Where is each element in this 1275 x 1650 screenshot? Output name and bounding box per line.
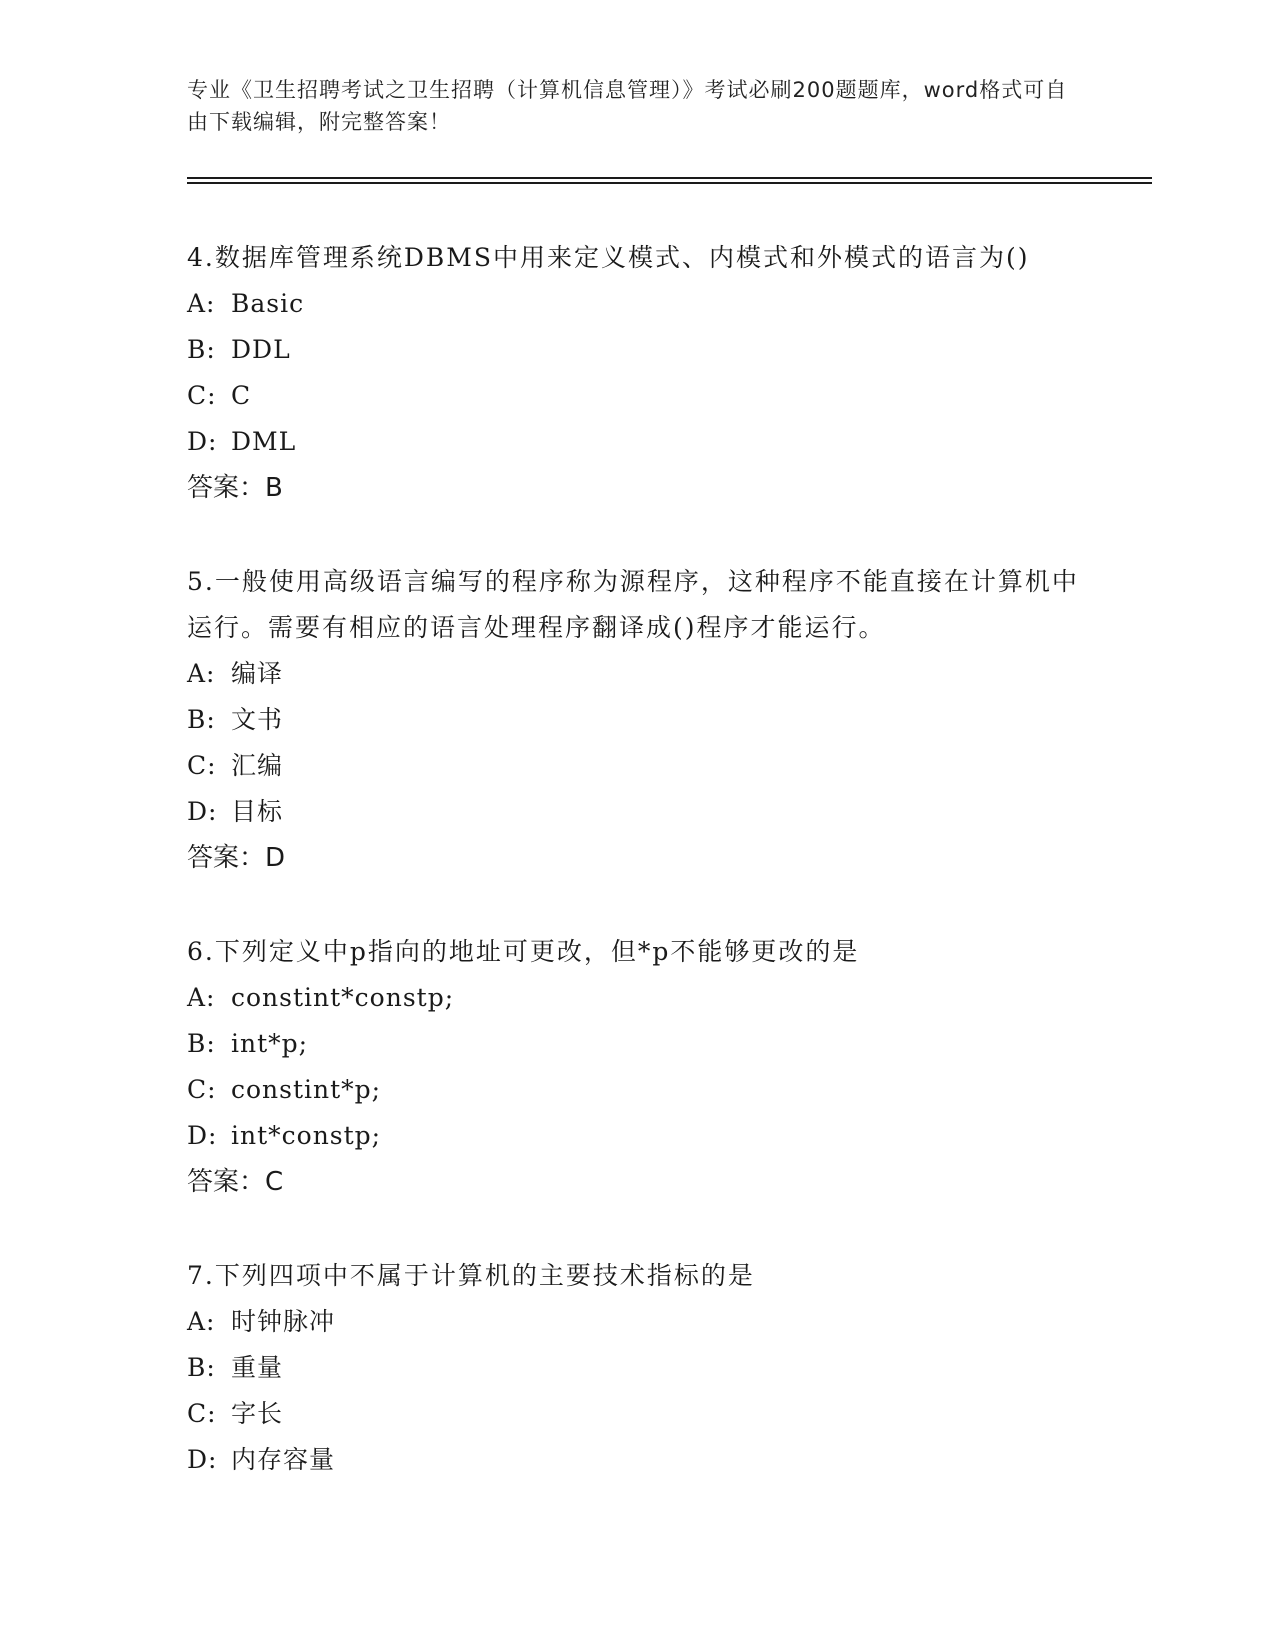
question-text (187, 235, 1087, 281)
question-text (187, 1253, 1087, 1299)
option-text: 目标 (231, 797, 284, 826)
question-number: 5. (187, 567, 215, 596)
option-text: DDL (231, 335, 291, 364)
option-text: 字长 (231, 1399, 284, 1428)
header-rule-top (187, 177, 1152, 179)
option-d (187, 1113, 1087, 1159)
document-header: 专业《卫生招聘考试之卫生招聘（计算机信息管理）》考试必刷200题题库，word格式可自由下载编辑，附完整答案！ (187, 78, 1068, 134)
option-a (187, 975, 1087, 1021)
option-text: 编译 (231, 659, 284, 688)
option-letter: D: (187, 1445, 218, 1474)
option-c (187, 1391, 1087, 1437)
option-c (187, 743, 1087, 789)
option-letter: D: (187, 797, 218, 826)
option-text: 汇编 (231, 751, 284, 780)
option-letter: C: (187, 1399, 217, 1428)
question-body: 数据库管理系统DBMS中用来定义模式、内模式和外模式的语言为() (214, 243, 1030, 272)
question-7 (187, 1253, 1087, 1483)
option-letter: C: (187, 1075, 217, 1104)
answer-line: 答案：C (187, 1167, 284, 1197)
option-text: constint*p; (231, 1075, 382, 1104)
option-letter: D: (187, 1121, 218, 1150)
option-letter: D: (187, 427, 218, 456)
option-c (187, 373, 1087, 419)
option-b (187, 1345, 1087, 1391)
option-c (187, 1067, 1087, 1113)
option-letter: B: (187, 1353, 216, 1382)
option-text: 时钟脉冲 (231, 1307, 336, 1336)
option-letter: A: (187, 983, 216, 1012)
option-b (187, 327, 1087, 373)
question-6 (187, 929, 1087, 1205)
question-body: 下列定义中p指向的地址可更改，但*p不能够更改的是 (214, 937, 860, 966)
answer-line: 答案：D (187, 843, 286, 873)
question-body: 下列四项中不属于计算机的主要技术指标的是 (214, 1261, 755, 1290)
question-number: 6. (187, 937, 215, 966)
option-b (187, 1021, 1087, 1067)
question-text (187, 559, 1087, 651)
option-text: DML (231, 427, 297, 456)
option-text: Basic (231, 289, 305, 318)
option-a (187, 1299, 1087, 1345)
option-text: int*constp; (231, 1121, 382, 1150)
question-4 (187, 235, 1087, 511)
question-number: 7. (187, 1261, 215, 1290)
option-b (187, 697, 1087, 743)
header-rule-bottom (187, 182, 1152, 184)
question-list (187, 235, 1087, 1531)
option-text: 重量 (231, 1353, 284, 1382)
option-text: C (231, 381, 252, 410)
option-letter: B: (187, 335, 216, 364)
question-5 (187, 559, 1087, 881)
option-letter: B: (187, 1029, 216, 1058)
option-d (187, 789, 1087, 835)
option-d (187, 1437, 1087, 1483)
answer-line: 答案：B (187, 473, 283, 503)
option-letter: B: (187, 705, 216, 734)
question-text (187, 929, 1087, 975)
option-letter: C: (187, 381, 217, 410)
option-text: 内存容量 (231, 1445, 336, 1474)
option-letter: A: (187, 659, 216, 688)
question-number: 4. (187, 243, 215, 272)
question-body: 一般使用高级语言编写的程序称为源程序，这种程序不能直接在计算机中运行。需要有相应的语言处理程序翻译成()程序才能运行。 (187, 567, 1079, 642)
option-text: 文书 (231, 705, 284, 734)
option-letter: A: (187, 1307, 216, 1336)
option-a (187, 281, 1087, 327)
option-d (187, 419, 1087, 465)
option-text: int*p; (231, 1029, 309, 1058)
option-a (187, 651, 1087, 697)
option-text: constint*constp; (231, 983, 455, 1012)
option-letter: A: (187, 289, 216, 318)
option-letter: C: (187, 751, 217, 780)
